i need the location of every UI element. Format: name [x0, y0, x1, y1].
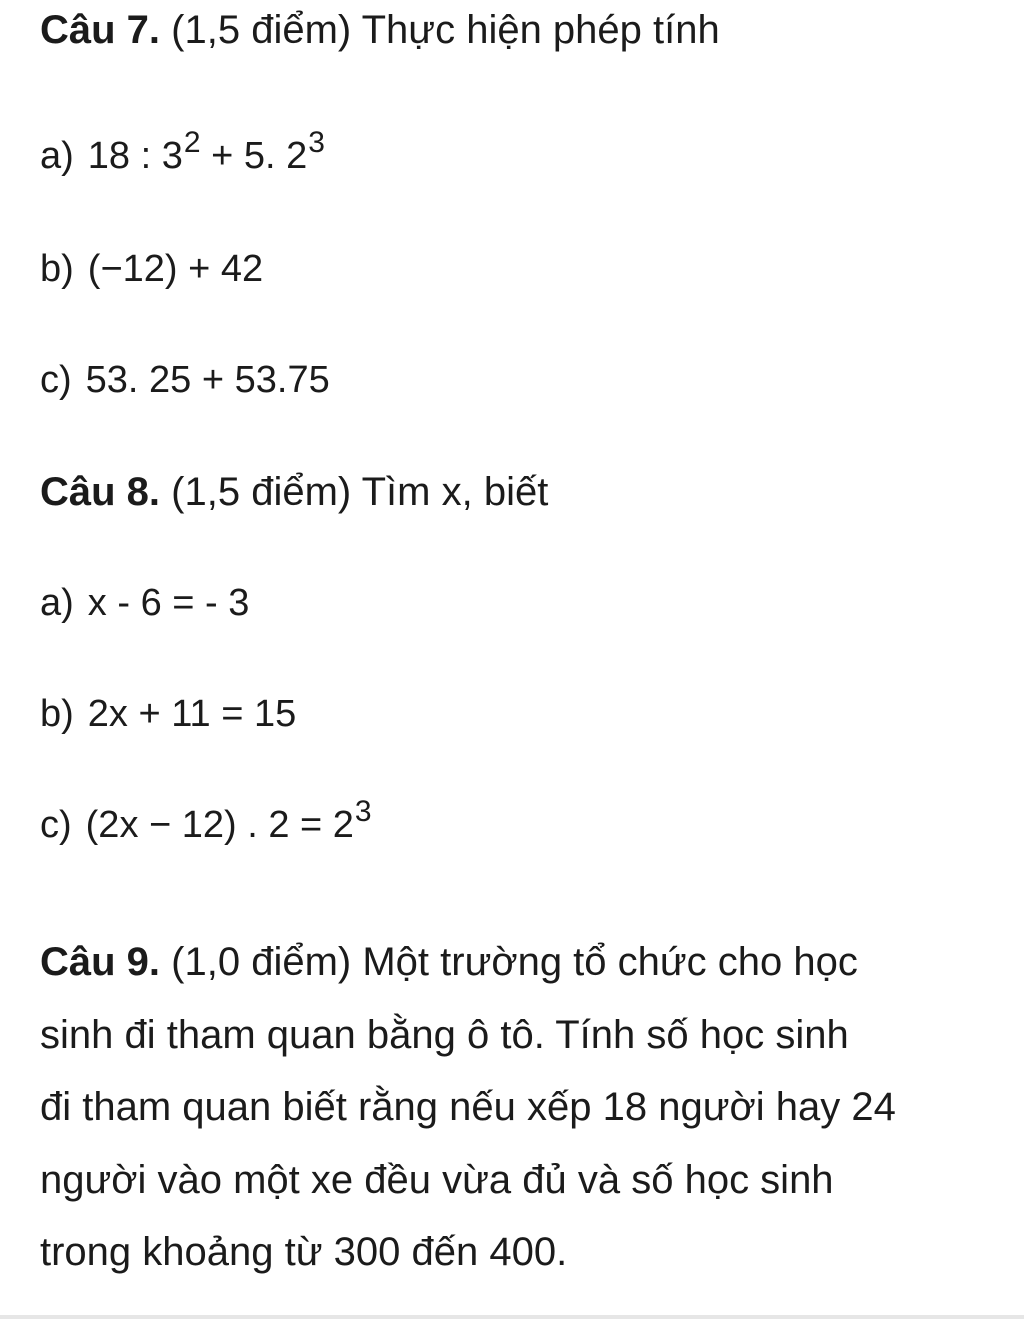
- q7-item-a: [40, 126, 325, 177]
- q8-item-a: [40, 584, 249, 622]
- q7-item-a-exponent-2: 3: [308, 126, 325, 159]
- q7-item-a-base: 18 : 3: [87, 135, 183, 177]
- q7-item-c-label: c): [40, 359, 72, 401]
- q8-heading-text: (1,5 điểm) Tìm x, biết: [171, 470, 549, 514]
- q7-item-a-label: a): [40, 135, 74, 177]
- q8-number: Câu 8.: [40, 470, 161, 514]
- q9-line-2: sinh đi tham quan bằng ô tô. Tính số học sinh: [40, 1012, 849, 1057]
- q7-item-a-middle: + 5. 2: [211, 135, 308, 177]
- q7-item-a-exponent-1: 2: [183, 126, 201, 159]
- q8-heading: [40, 472, 548, 512]
- q8-item-a-label: a): [40, 582, 74, 624]
- q8-item-b: [40, 695, 296, 733]
- q9-paragraph: [40, 926, 990, 1289]
- q9-number: Câu 9.: [40, 940, 161, 984]
- q8-item-b-label: b): [40, 693, 74, 735]
- q8-item-a-expression: x - 6 = - 3: [87, 582, 250, 624]
- q8-item-c-exponent: 3: [354, 795, 372, 828]
- q7-number: Câu 7.: [40, 8, 161, 52]
- q9-line-3: đi tham quan biết rằng nếu xếp 18 người hay 24: [40, 1085, 896, 1129]
- q9-line-1: [40, 926, 990, 999]
- q8-item-c-label: c): [40, 804, 72, 846]
- q7-item-b-expression: (−12) + 42: [87, 248, 264, 290]
- q9-line-4: người vào một xe đều vừa đủ và số học sinh: [40, 1157, 834, 1202]
- q8-item-c: [40, 795, 372, 846]
- bottom-divider: [0, 1315, 1024, 1319]
- q7-item-c: [40, 361, 330, 399]
- q7-item-b: [40, 250, 263, 288]
- q8-item-c-expression: [85, 795, 372, 846]
- q7-item-c-expression: 53. 25 + 53.75: [85, 359, 330, 401]
- q7-heading: [40, 10, 720, 50]
- q8-item-b-expression: 2x + 11 = 15: [87, 693, 297, 735]
- q8-item-c-base: (2x − 12) . 2 = 2: [85, 804, 354, 846]
- q7-item-a-expression: [87, 126, 325, 177]
- q9-line-5: trong khoảng từ 300 đến 400.: [40, 1230, 568, 1274]
- q9-line-1-text: (1,0 điểm) Một trường tổ chức cho học: [171, 940, 858, 984]
- q7-heading-text: (1,5 điểm) Thực hiện phép tính: [171, 8, 720, 52]
- q7-item-b-label: b): [40, 248, 74, 290]
